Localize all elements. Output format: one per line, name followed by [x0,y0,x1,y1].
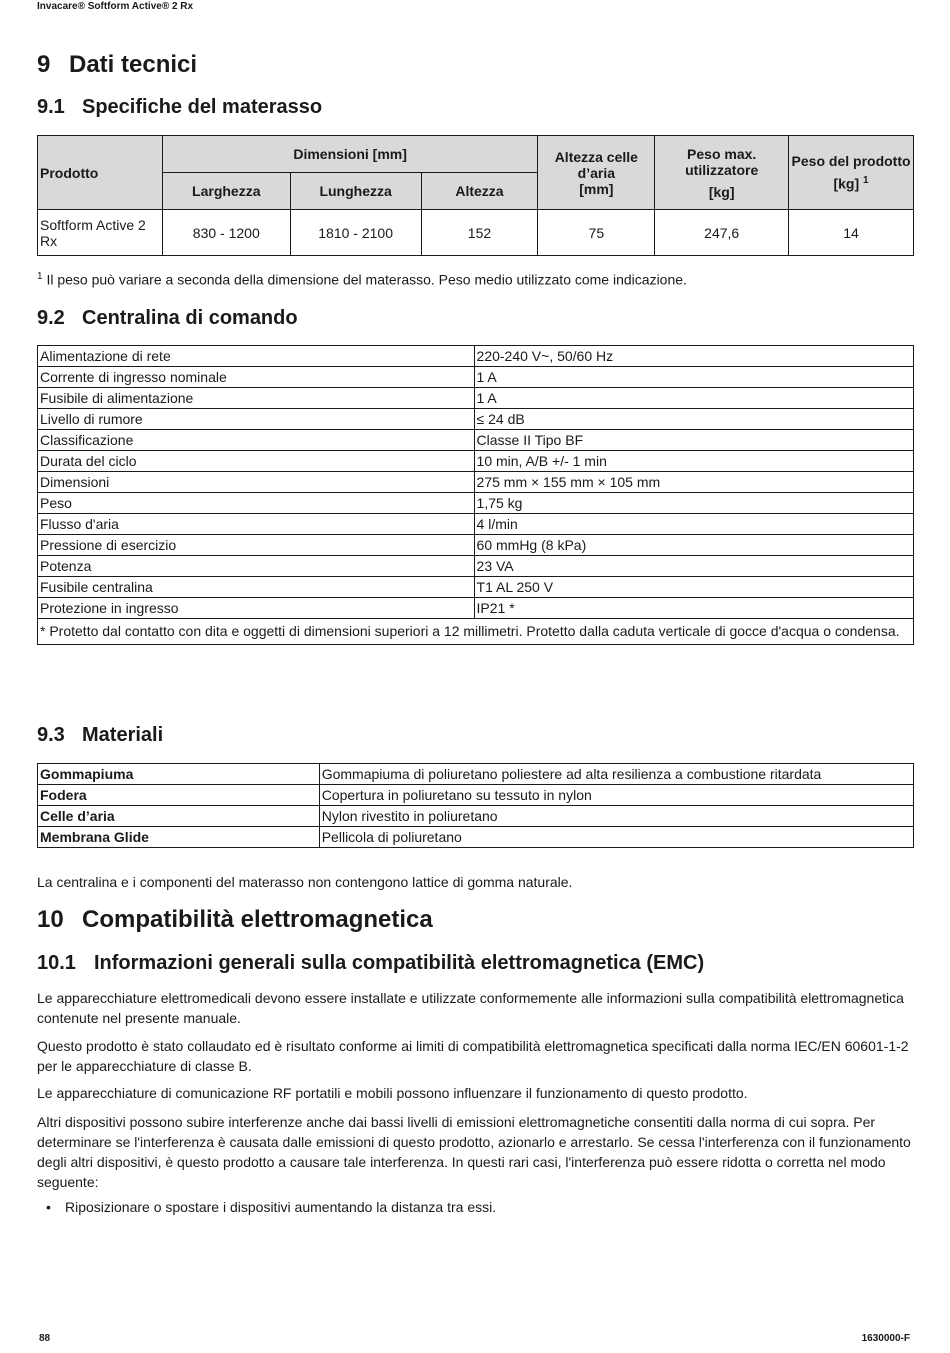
emc-paragraph-2: Questo prodotto è stato collaudato ed è risultato conforme ai limiti di compatibilità elettromagnetica specificati dalla norma IEC/EN 60601-1-2 per le apparecchiature di classe B. [37,1038,909,1074]
header-peso-prodotto [789,136,914,210]
cell-larghezza: 830 - 1200 [162,210,290,256]
spec-value: 1 A [474,367,913,388]
table-row [38,785,914,806]
section-number: 9.3 [37,724,65,746]
spec-key: Livello di rumore [38,409,475,430]
section-9-3-heading [37,724,163,747]
spec-value: 1 A [474,388,913,409]
spec-value: 23 VA [474,556,913,577]
table-row [38,493,914,514]
spec-key: Classificazione [38,430,475,451]
header-peso-prodotto-unit: [kg] [833,175,860,192]
spec-key: Potenza [38,556,475,577]
table-row [38,535,914,556]
header-altezza-celle [538,136,655,210]
header-peso-max [655,136,789,210]
table-row [38,451,914,472]
material-description: Pellicola di poliuretano [319,827,913,848]
section-title: Informazioni generali sulla compatibilità elettromagnetica (EMC) [94,952,705,974]
table-row [38,764,914,785]
header-dimensioni: Dimensioni [mm] [162,136,538,173]
header-peso-max-label: Peso max. utilizzatore [685,145,759,178]
section-title: Dati tecnici [69,51,198,78]
control-unit-table [37,345,914,645]
header-altezza-celle-unit: [mm] [579,180,614,197]
section-10-1-heading [37,952,704,975]
header-peso-max-unit: [kg] [708,183,735,200]
material-name: Membrana Glide [38,827,320,848]
cell-peso-max: 247,6 [655,210,789,256]
spec-value: Classe II Tipo BF [474,430,913,451]
spec-key: Pressione di esercizio [38,535,475,556]
footnote-text: Il peso può variare a seconda della dimensione del materasso. Peso medio utilizzato come indicazione. [42,271,687,288]
table-row [38,514,914,535]
table-row [38,598,914,619]
page-number: 88 [39,1333,51,1344]
footnote-marker: 1 [863,175,869,187]
emc-paragraph-1: Le apparecchiature elettromedicali devono essere installate e utilizzate conformemente alle informazioni sulla compatibilità elettromagnetica contenute nel presente manuale. [37,990,904,1026]
materials-note: La centralina e i componenti del materasso non contengono lattice di gomma naturale. [37,874,573,890]
table-row [38,409,914,430]
section-title: Specifiche del materasso [82,96,323,118]
spec-value: 60 mmHg (8 kPa) [474,535,913,556]
spec-value: T1 AL 250 V [474,577,913,598]
table-row [38,827,914,848]
cell-altezza-celle: 75 [538,210,655,256]
material-name: Celle d’aria [38,806,320,827]
spec-key: Protezione in ingresso [38,598,475,619]
cell-peso-prodotto: 14 [789,210,914,256]
section-9-heading [37,51,197,79]
spec-key: Flusso d'aria [38,514,475,535]
spec-key: Durata del ciclo [38,451,475,472]
table-row [38,388,914,409]
table-row [38,367,914,388]
table-row [38,430,914,451]
table-row [38,577,914,598]
spec-key: Dimensioni [38,472,475,493]
section-number: 9 [37,51,51,78]
spec-value: 1,75 kg [474,493,913,514]
spec-key: Corrente di ingresso nominale [38,367,475,388]
section-number: 10.1 [37,952,76,974]
section-title: Compatibilità elettromagnetica [82,906,433,933]
section-10-heading [37,906,433,934]
spec-value: 4 l/min [474,514,913,535]
section-9-2-heading [37,307,298,330]
table-row [38,556,914,577]
mattress-spec-table [37,135,914,256]
spec-key: Alimentazione di rete [38,346,475,367]
document-code: 1630000-F [861,1333,910,1344]
material-description: Gommapiuma di poliuretano poliestere ad alta resilienza a combustione ritardata [319,764,913,785]
table-row [38,806,914,827]
list-item: • Riposizionare o spostare i dispositivi aumentando la distanza tra essi. [37,1199,496,1215]
control-note: * Protetto dal contatto con dita e oggetti di dimensioni superiori a 12 millimetri. Protetto dalla caduta verticale di gocce d'acqua o condensa. [38,619,914,645]
emc-bullet-list [37,1199,496,1215]
cell-altezza: 152 [421,210,538,256]
section-title: Materiali [82,724,164,746]
material-description: Nylon rivestito in poliuretano [319,806,913,827]
header-prodotto: Prodotto [38,136,163,210]
table-row [38,346,914,367]
spec-key: Fusibile centralina [38,577,475,598]
cell-lunghezza: 1810 - 2100 [290,210,421,256]
material-description: Copertura in poliuretano su tessuto in nylon [319,785,913,806]
spec-key: Fusibile di alimentazione [38,388,475,409]
table-row [38,472,914,493]
mattress-footnote [37,267,914,290]
section-title: Centralina di comando [82,307,298,329]
spec-value: ≤ 24 dB [474,409,913,430]
running-header: Invacare® Softform Active® 2 Rx [37,1,194,12]
cell-prodotto: Softform Active 2 Rx [38,210,163,256]
header-altezza: Altezza [421,173,538,210]
material-name: Gommapiuma [38,764,320,785]
footnote-marker: 1 [37,271,43,282]
materials-table [37,763,914,848]
section-number: 9.2 [37,307,65,329]
spec-key: Peso [38,493,475,514]
header-larghezza: Larghezza [162,173,290,210]
section-9-1-heading [37,96,322,119]
header-lunghezza: Lunghezza [290,173,421,210]
spec-value: 275 mm × 155 mm × 105 mm [474,472,913,493]
header-altezza-celle-label: Altezza celle d’aria [554,148,638,181]
section-number: 9.1 [37,96,65,118]
section-number: 10 [37,906,64,933]
spec-value: 220-240 V~, 50/60 Hz [474,346,913,367]
spec-value: IP21 * [474,598,913,619]
emc-paragraph-3: Le apparecchiature di comunicazione RF portatili e mobili possono influenzare il funzionamento di questo prodotto. [37,1085,748,1101]
material-name: Fodera [38,785,320,806]
emc-paragraph-4: Altri dispositivi possono subire interferenze anche dai bassi livelli di emissioni elettromagnetiche consentiti dalla norma di cui sopra. Per determinare se l'interferenza è causata dalle emissioni di questo prodotto, azionarlo e arrestarlo. Se cessa l'interferenza con il funzionamento degli altri dispositivi, è questo prodotto a causare tale interferenza. In questi rari casi, l'interferenza può essere ridotta o corretta nel modo seguente: [37,1114,911,1190]
spec-value: 10 min, A/B +/- 1 min [474,451,913,472]
header-peso-prodotto-label: Peso del prodotto [791,153,911,170]
